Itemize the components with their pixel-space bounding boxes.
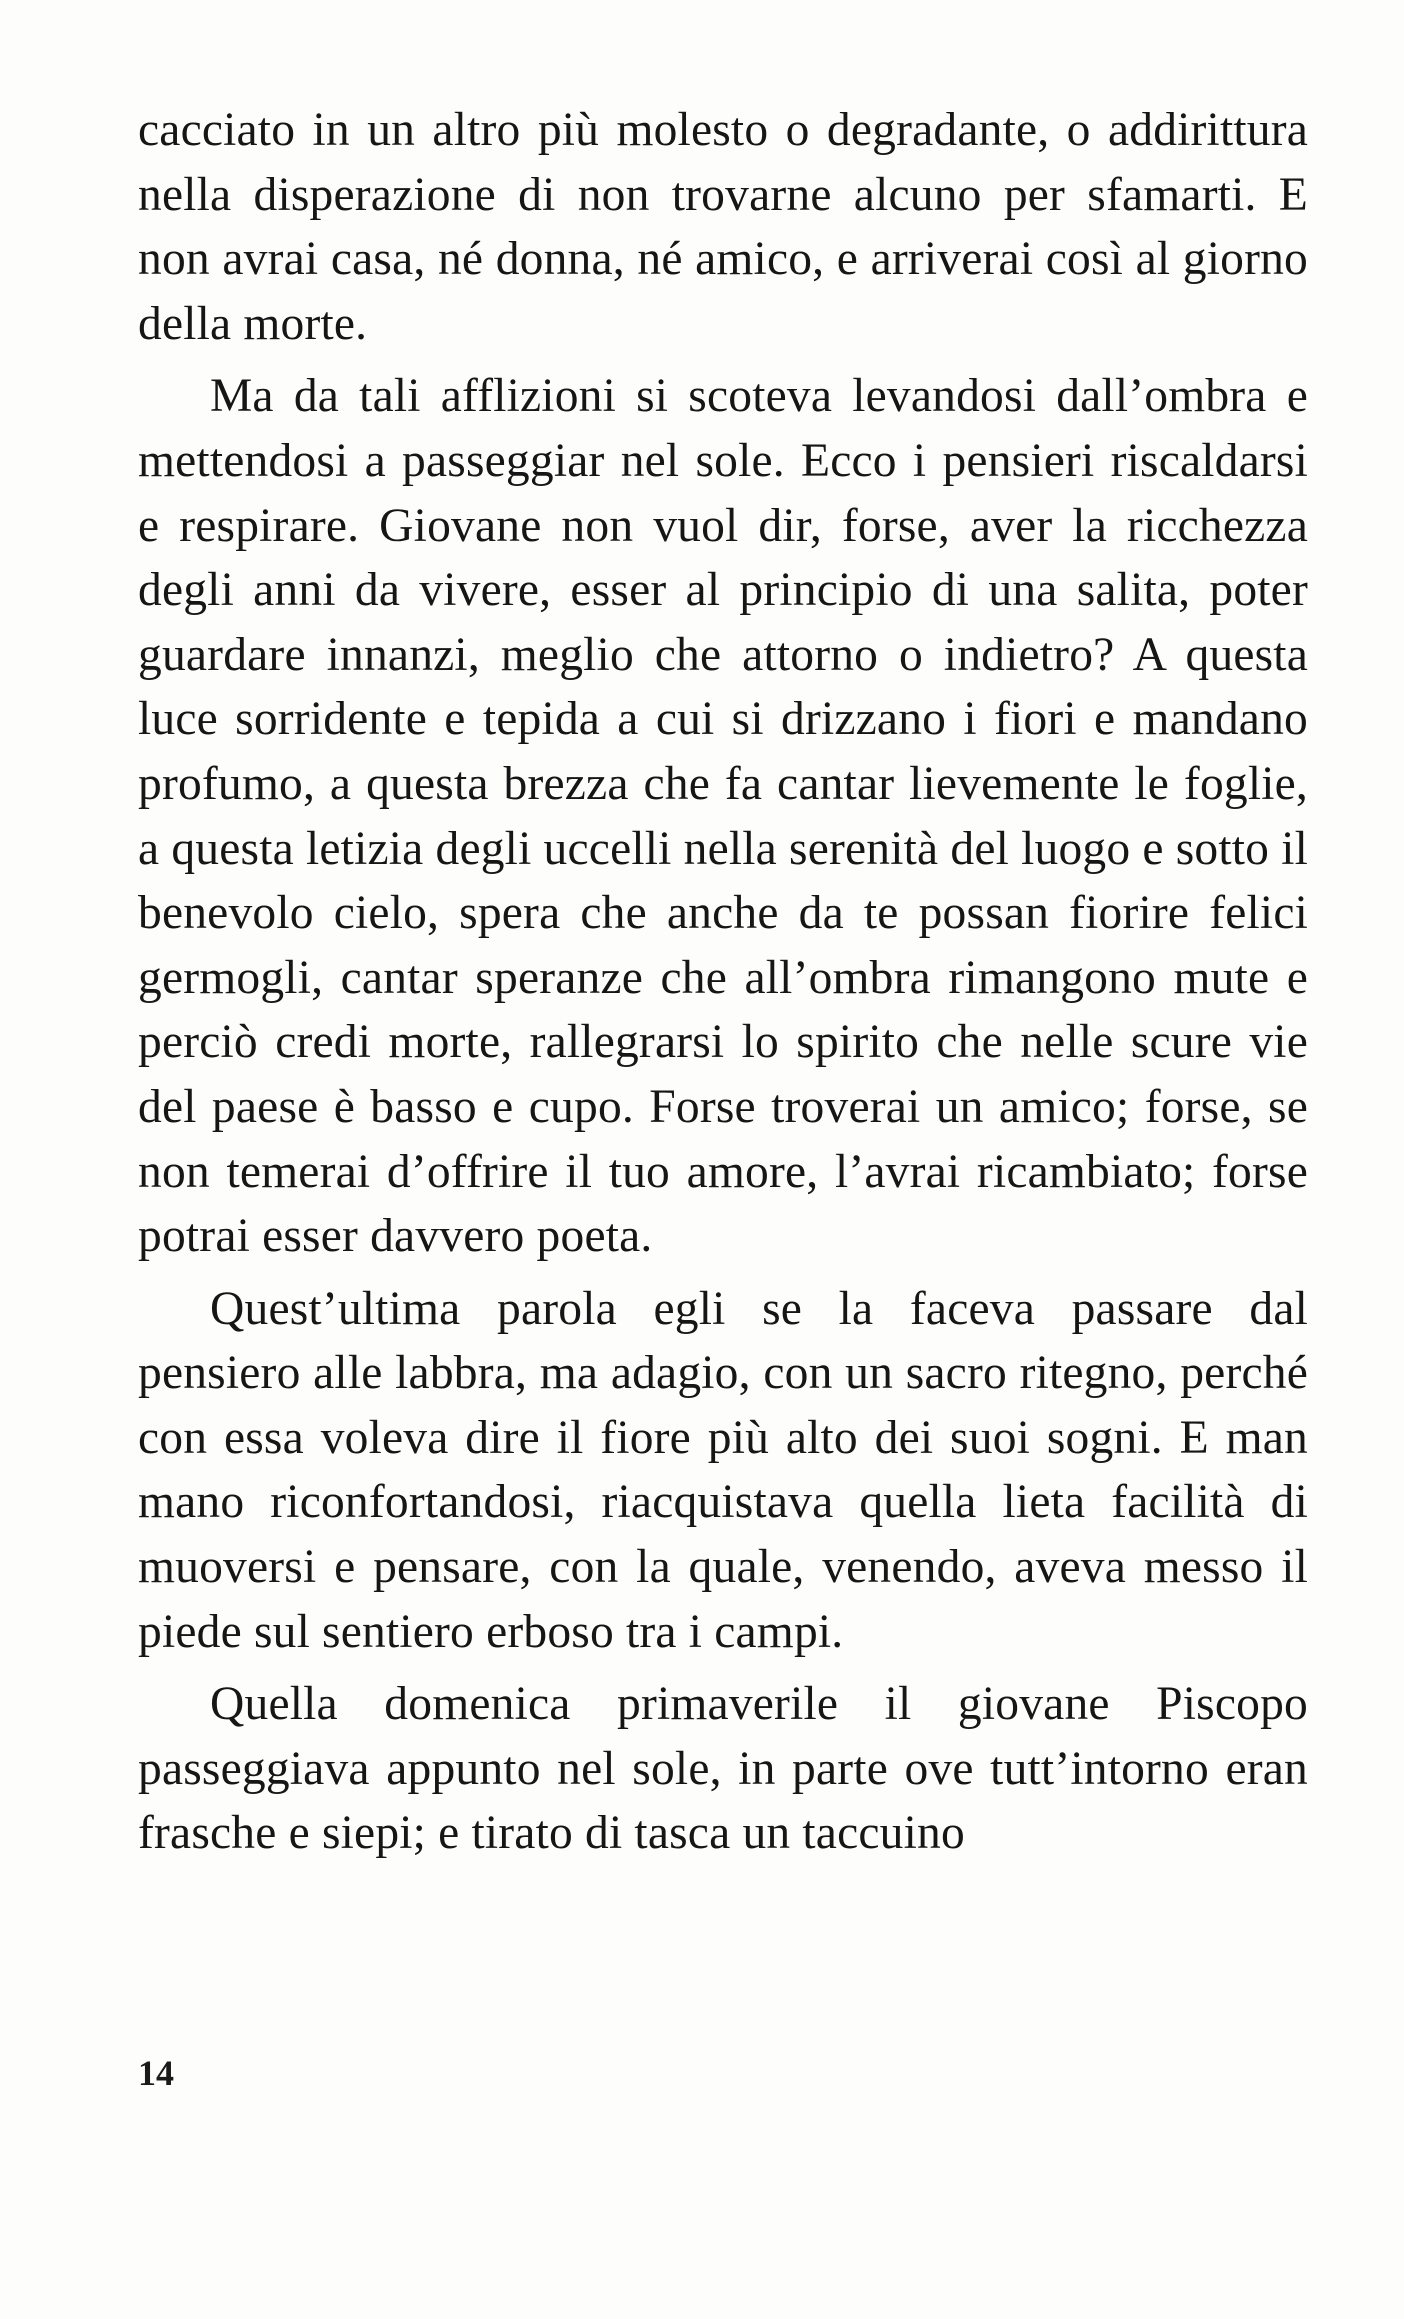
paragraph-1: cacciato in un altro più molesto o degradante, o addirittura nella disperazione di non trovarne alcuno per sfamarti. E non avrai casa, né donna, né amico, e arriverai così al giorno della morte. [138,104,1308,350]
paragraph-3: Quest’ultima parola egli se la faceva passare dal pensiero alle labbra, ma adagio, con un sacro ritegno, perché con essa voleva dire il fiore più alto dei suoi sogni. E man mano riconfortandosi, riacquistava quella lieta facilità di muoversi e pensare, con la quale, venendo, aveva messo il piede sul sentiero erboso tra i campi. [138,1282,1308,1658]
body-text [138,98,1308,1866]
page-number: 14 [138,2053,174,2093]
paragraph-4: Quella domenica primaverile il giovane Piscopo passeggiava appunto nel sole, in parte ove tutt’intorno eran frasche e siepi; e tirato di tasca un taccuino [138,1678,1308,1860]
paragraph-2: Ma da tali afflizioni si scoteva levandosi dall’ombra e mettendosi a passeggiar nel sole. Ecco i pensieri riscaldarsi e respirare. Giovane non vuol dir, forse, aver la ricchezza degli anni da vivere, esser al principio di una salita, poter guardare innanzi, meglio che attorno o indietro? A questa luce sorridente e tepida a cui si drizzano i fiori e mandano profumo, a questa brezza che fa cantar lievemente le foglie, a questa letizia degli uccelli nella serenità del luogo e sotto il benevolo cielo, spera che anche da te possan fiorire felici germogli, cantar speranze che all’ombra rimangono mute e perciò credi morte, rallegrarsi lo spirito che nelle scure vie del paese è basso e cupo. Forse troverai un amico; forse, se non temerai d’offrire il tuo amore, l’avrai ricambiato; forse potrai esser davvero poeta. [138,370,1308,1263]
